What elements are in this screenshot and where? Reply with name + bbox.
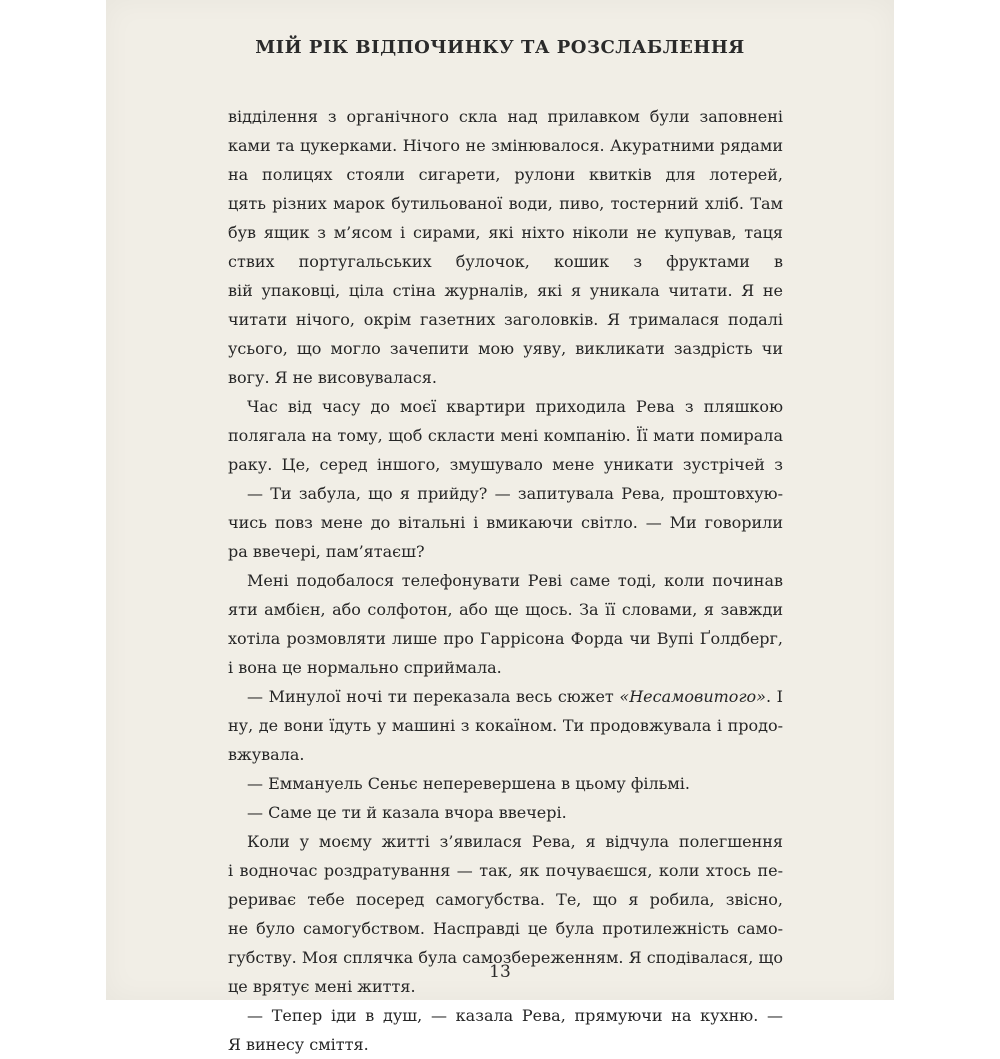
text-line-content: губству. Моя сплячка була самозбереженням. Я сподівалася, що [228, 948, 783, 967]
text-line-content: Час від часу до моєї квартири приходила Рева з пляшкою [247, 397, 783, 416]
text-line [228, 305, 783, 334]
running-head: МІЙ РІК ВІДПОЧИНКУ ТА РОЗСЛАБЛЕННЯ [255, 37, 745, 58]
text-line [228, 392, 783, 421]
text-line [228, 711, 783, 740]
text-line [228, 334, 783, 363]
text-line-content: читати нічого, окрім газетних заголовків. Я трималася подалі [228, 310, 783, 329]
text-line-content: це врятує мені життя. [228, 977, 416, 996]
text-line [228, 856, 783, 885]
text-line-content: Мені подобалося телефонувати Реві саме тоді, коли починав [247, 571, 783, 590]
text-line-content: рериває тебе посеред самогубства. Те, що я робила, звісно, [228, 890, 783, 909]
text-line-content: вій упаковці, ціла стіна журналів, які я уникала читати. Я не [228, 281, 783, 300]
text-line-content: відділення з органічного скла над прилавком були заповнені [228, 107, 783, 126]
text-line [228, 189, 783, 218]
text-line [228, 160, 783, 189]
text-line-tail: . І [765, 687, 783, 706]
text-line-content: полягала на тому, щоб скласти мені компанію. Її мати помирала [228, 426, 783, 445]
text-line [228, 102, 783, 131]
text-line-content: раку. Це, серед іншого, змушувало мене уникати зустрічей з [228, 455, 783, 474]
text-line-content: був ящик з м’ясом і сирами, які ніхто ніколи не купував, таця [228, 223, 783, 242]
text-line [228, 885, 783, 914]
text-line-content: — Тепер іди в душ, — казала Рева, прямуючи на кухню. — [247, 1006, 783, 1025]
text-line [228, 566, 783, 595]
text-line-content: цять різних марок бутильованої води, пиво, тостерний хліб. Там [228, 194, 783, 213]
text-line [228, 247, 783, 276]
book-page [106, 0, 894, 1054]
text-line [228, 740, 783, 769]
text-line [228, 624, 783, 653]
text-line-content: Я винесу сміття. [228, 1035, 369, 1054]
text-line [228, 421, 783, 450]
text-line [228, 537, 783, 566]
text-line [228, 769, 783, 798]
text-line-content: — Ти забула, що я прийду? — запитувала Рева, проштовхую- [247, 484, 783, 503]
text-line-content: усього, що могло зачепити мою уяву, викликати заздрість чи [228, 339, 783, 358]
text-line [228, 798, 783, 827]
text-line-content: ками та цукерками. Нічого не змінювалося. Акуратними рядами [228, 136, 783, 155]
italic-title: «Несамовитого» [619, 687, 766, 706]
text-line [228, 218, 783, 247]
text-line-content: ствих португальських булочок, кошик з фруктами в [228, 252, 783, 271]
text-line [228, 914, 783, 943]
text-line [228, 1001, 783, 1030]
text-line-content: і водночас роздратування — так, як почуваєшся, коли хтось пе- [228, 861, 783, 880]
text-line-content: — Минулої ночі ти переказала весь сюжет [247, 687, 614, 706]
text-line-content: вогу. Я не висовувалася. [228, 368, 437, 387]
text-line [228, 131, 783, 160]
text-line [228, 827, 783, 856]
text-line [228, 1030, 783, 1059]
text-line-content: і вона це нормально сприймала. [228, 658, 502, 677]
text-line-content: — Еммануель Сеньє неперевершена в цьому фільмі. [247, 774, 690, 793]
text-line [228, 363, 783, 392]
text-line-content: ра ввечері, пам’ятаєш? [228, 542, 425, 561]
text-line-content: вжувала. [228, 745, 305, 764]
text-line [228, 276, 783, 305]
text-line-content: на полицях стояли сигарети, рулони квитків для лотерей, [228, 165, 783, 184]
body-text [228, 102, 783, 1059]
text-line-content: не було самогубством. Насправді це була протилежність само- [228, 919, 783, 938]
text-line-content: ну, де вони їдуть у машині з кокаїном. Ти продовжувала і продо- [228, 716, 783, 735]
text-line-content: — Саме це ти й казала вчора ввечері. [247, 803, 567, 822]
text-line-content: яти амбієн, або солфотон, або ще щось. За її словами, я завжди [228, 600, 783, 619]
text-line [228, 595, 783, 624]
text-line [228, 450, 783, 479]
page-number: 13 [489, 962, 511, 982]
text-line [228, 682, 783, 711]
text-line-content: Коли у моєму житті з’явилася Рева, я відчула полегшення [247, 832, 783, 851]
text-line [228, 653, 783, 682]
text-line-content: хотіла розмовляти лише про Гаррісона Форда чи Вупі Ґолдберг, [228, 629, 783, 648]
text-line-content: чись повз мене до вітальні і вмикаючи світло. — Ми говорили [228, 513, 783, 532]
text-line [228, 508, 783, 537]
text-line [228, 479, 783, 508]
